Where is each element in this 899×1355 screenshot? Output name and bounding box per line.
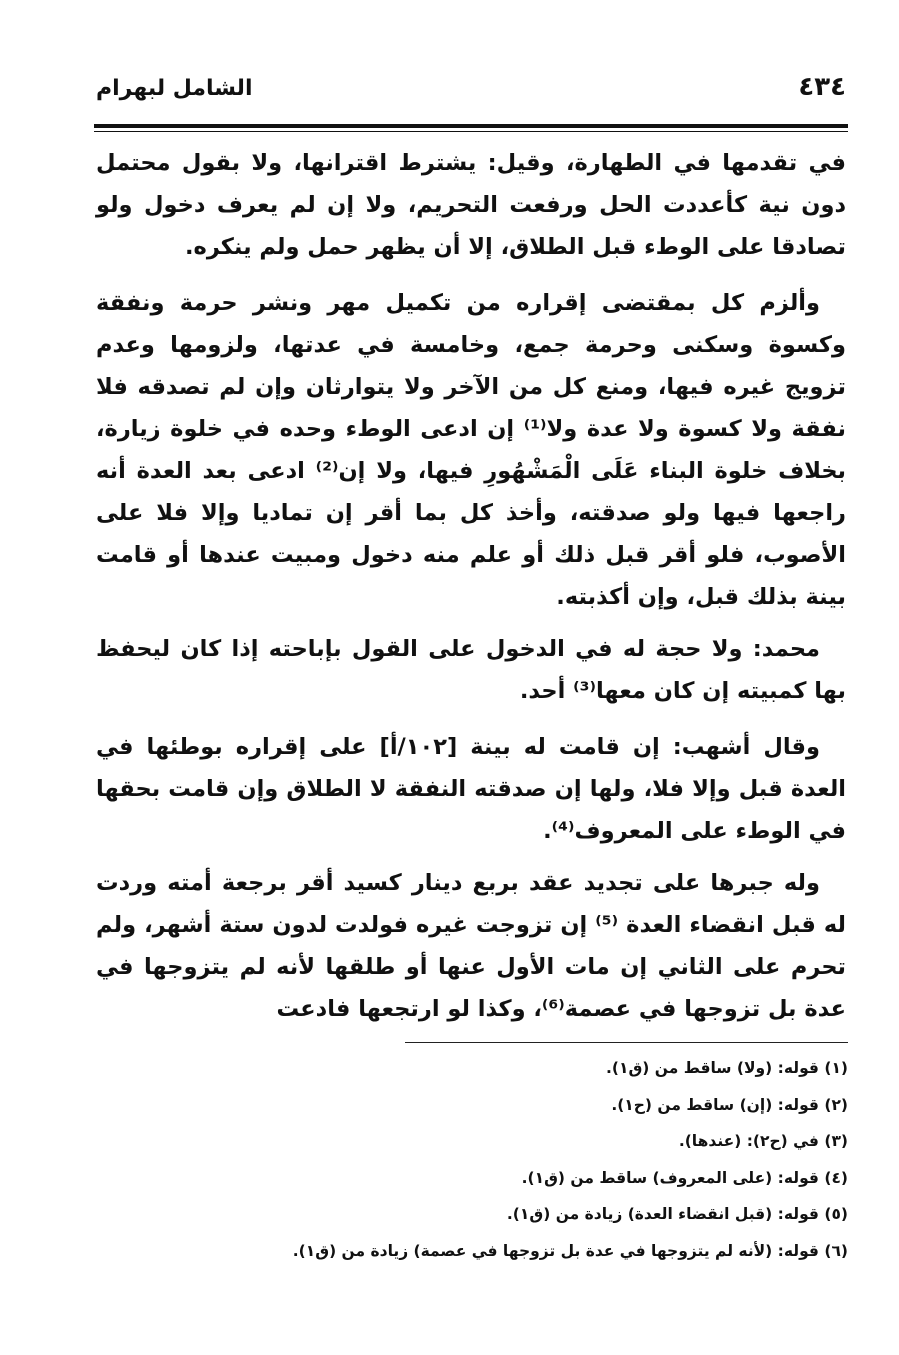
footnote-3: (٣) في (ح٢): (عندها).	[678, 1132, 848, 1150]
footnote-separator	[405, 1042, 848, 1043]
footnote-6: (٦) قوله: (لأنه لم يتزوجها في عدة بل تزوجها في عصمة) زيادة من (ق١).	[292, 1241, 848, 1260]
paragraph-4: وقال أشهب: إن قامت له بينة [١٠٢/أ] على إقراره بوطئها في العدة قبل وإلا فلا، ولها إن صدقته النفقة لا الطلاق وإن قامت بحقها في الوطء على المعروف⁽⁴⁾.	[96, 734, 846, 844]
main-text	[96, 142, 846, 1030]
footnote-1: (١) قوله: (ولا) ساقط من (ق١).	[605, 1059, 848, 1077]
header-rule-thin	[94, 131, 848, 132]
running-title: الشامل لبهرام	[96, 76, 253, 101]
header-rule-thick	[94, 124, 848, 128]
paragraph-5: وله جبرها على تجديد عقد بربع دينار كسيد أقر برجعة أمته وردت له قبل انقضاء العدة ⁽⁵⁾ إن تزوجت غيره فولدت لدون ستة أشهر، ولم تحرم على الثاني إن مات الأول عنها أو طلقها لأنه لم يتزوجها في عدة بل تزوجها في عصمة⁽⁶⁾، وكذا لو ارتجعها فادعت	[96, 870, 846, 1022]
footnotes	[292, 1050, 848, 1269]
page-number: ٤٣٤	[798, 72, 846, 102]
footnote-2: (٢) قوله: (إن) ساقط من (ح١).	[611, 1095, 848, 1114]
page-header	[96, 66, 846, 116]
paragraph-1: في تقدمها في الطهارة، وقيل: يشترط اقترانها، ولا بقول محتمل دون نية كأعددت الحل ورفعت التحريم، ولا إن لم يعرف دخول ولو تصادقا على الوطء قبل الطلاق، إلا أن يظهر حمل ولم ينكره.	[96, 150, 846, 260]
paragraph-2: وألزم كل بمقتضى إقراره من تكميل مهر ونشر حرمة ونفقة وكسوة وسكنى وحرمة جمع، وخامسة في عدتها، ولزومها وعدم تزويج غيره فيها، ومنع كل من الآخر ولا يتوارثان وإن لم تصدقه فلا نفقة ولا كسوة ولا عدة ولا⁽¹⁾ إن ادعى الوطء وحده في خلوة زيارة، بخلاف خلوة البناء عَلَى الْمَشْهُورِ فيها، ولا إن⁽²⁾ ادعى بعد العدة أنه راجعها فيها ولو صدقته، وأخذ كل بما أقر إن تماديا وإلا فلا على الأصوب، فلو أقر قبل ذلك أو علم منه دخول ومبيت عندها أو قامت بينة بذلك قبل، وإن أكذبته.	[96, 290, 846, 610]
footnote-4: (٤) قوله: (على المعروف) ساقط من (ق١).	[521, 1168, 848, 1187]
footnote-5: (٥) قوله: (قبل انقضاء العدة) زيادة من (ق١).	[506, 1205, 848, 1223]
paragraph-3: محمد: ولا حجة له في الدخول على القول بإباحته إذا كان ليحفظ بها كمبيته إن كان معها⁽³⁾ أحد.	[96, 636, 846, 704]
